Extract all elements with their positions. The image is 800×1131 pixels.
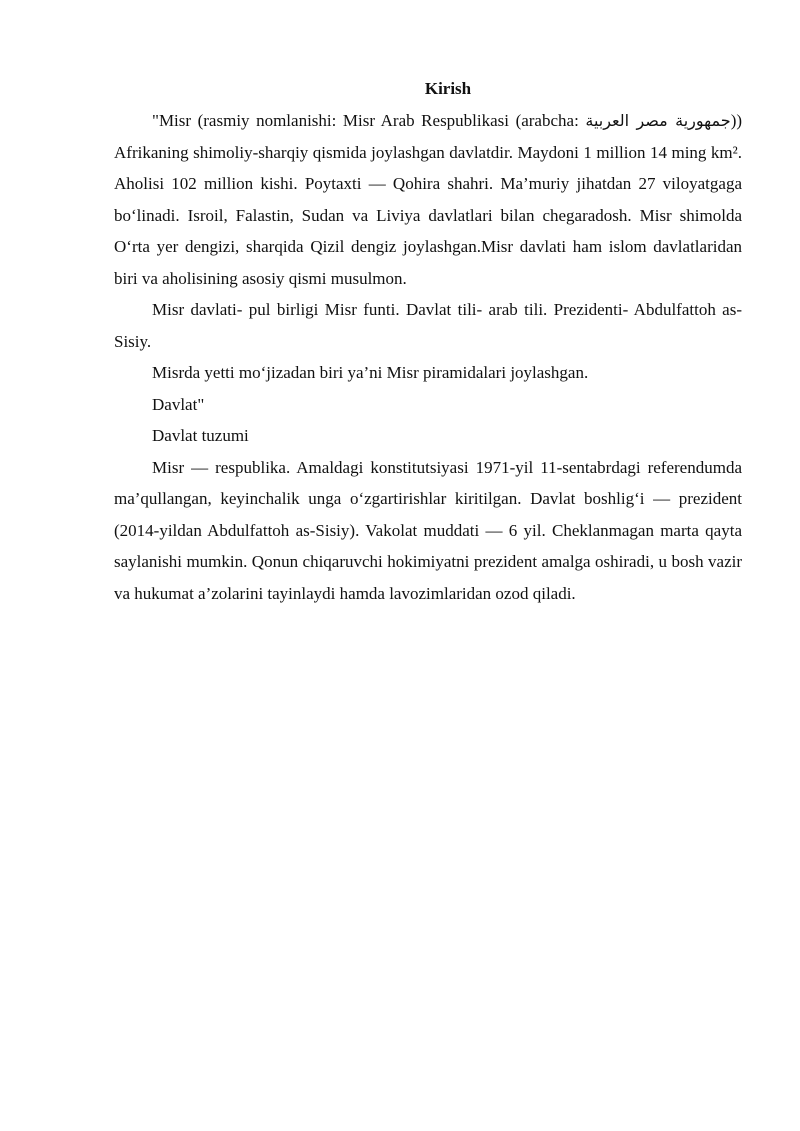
- arabic-name: جمهورية مصر العربية: [585, 111, 731, 130]
- paragraph-davlat: Davlat": [152, 394, 205, 414]
- paragraph-intro: [114, 105, 742, 294]
- section-heading-davlat-tuzumi: Davlat tuzumi: [152, 426, 249, 445]
- document-page: [114, 73, 742, 609]
- document-title: Kirish: [424, 79, 472, 98]
- paragraph-pyramids: Misrda yetti mo‘jizadan biri ya’ni Misr piramidalari joylashgan.: [152, 363, 589, 382]
- intro-text-start: "Misr (rasmiy nomlanishi: Misr Arab Respublikasi (arabcha:: [152, 111, 586, 130]
- paragraph-government: Misr — respublika. Amaldagi konstitutsiyasi 1971-yil 11-sentabrdagi referendumda ma’qullangan, keyinchalik unga o‘zgartirishlar kiritilgan. Davlat boshlig‘i — prezident (2014-yildan Abdulfattoh as-Sisiy). Vakolat muddati — 6 yil. Cheklanmagan marta qayta saylanishi mumkin. Qonun chiqaruvchi hokimiyatni prezident amalga oshiradi, u bosh vazir va hukumat a’zolarini tayinlaydi hamda lavozimlaridan ozod qiladi.: [114, 457, 742, 603]
- intro-text-end: )) Afrikaning shimoliy-sharqiy qismida joylashgan davlatdir. Maydoni 1 million 14 ming km². Aholisi 102 million kishi. Poytaxti — Qohira shahri. Ma’muriy jihatdan 27 viloyatgaga bo‘linadi. Isroil, Falastin, Sudan va Liviya davlatlari bilan chegaradosh. Misr shimolda O‘rta yer dengizi, sharqida Qizil dengiz joylashgan.Misr davlati ham islom davlatlaridan biri va aholisining asosiy qismi musulmon.: [114, 111, 743, 288]
- paragraph-currency: Misr davlati- pul birligi Misr funti. Davlat tili- arab tili. Prezidenti- Abdulfattoh as-Sisiy.: [114, 300, 742, 351]
